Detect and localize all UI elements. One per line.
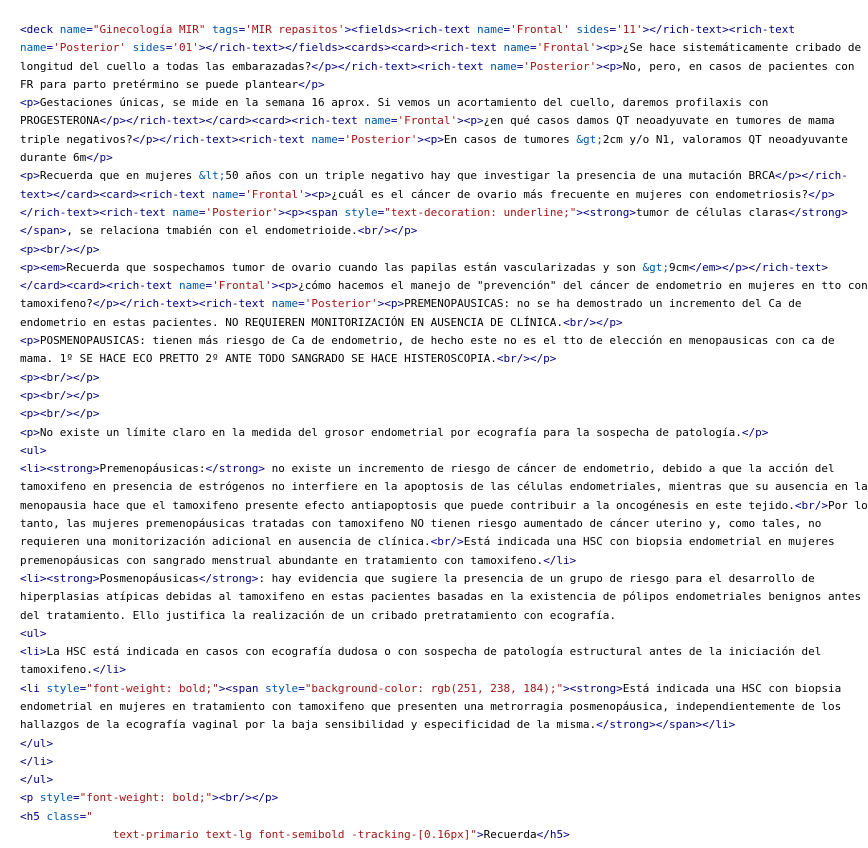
attribute-name: name [477, 23, 504, 36]
attribute-name: name [172, 205, 199, 219]
markup-token: ><p> [377, 297, 405, 311]
markup-token: ><strong> [576, 205, 636, 219]
code-line [20, 21, 848, 39]
attribute-value: "font-weight: bold;" [86, 681, 219, 695]
markup-token: = [165, 41, 173, 55]
markup-token: </p></rich-text><rich-text [311, 59, 491, 73]
code-line [20, 661, 848, 679]
text-content: del tratamiento. Ello justifica la realización de un cribado pretratamiento con ecografía. [20, 608, 617, 622]
text-content: tamoxifeno en presencia de estrógenos no interfiere en la apoptosis de las células endometriales, mientras que su ausencia en la [20, 480, 868, 494]
attribute-name: name [364, 114, 391, 128]
text-content: Recuerda [483, 828, 537, 842]
attribute-name: name [178, 279, 206, 293]
markup-token: <p><em> [20, 260, 67, 274]
attribute-value: 'Frontal' [212, 279, 272, 293]
markup-token: </p></rich- [775, 169, 848, 183]
code-line [20, 76, 848, 94]
markup-token: <li [20, 681, 47, 695]
text-content: hiperplasias atípicas debidas al tamoxifeno en estas pacientes basadas en la existencia de pólipos endometriales benignos antes [20, 590, 862, 604]
text-content: Premenopáusicas: [99, 462, 206, 476]
text-content: premenopáusicas con sangrado menstrual abundante en tratamiento con tamoxifeno. [20, 553, 544, 567]
code-line [20, 277, 868, 295]
text-content: no existe un incremento de riesgo de cáncer de endometrio, debido a que la acción del [265, 462, 835, 476]
code-line [20, 515, 848, 533]
text-content: POSMENOPAUSICAS: tienen más riesgo de Ca de endometrio, de hecho este no es el tto de elección en menopausicas con ca de [39, 334, 835, 348]
markup-token: ></rich-text><rich-text [642, 23, 795, 36]
attribute-name: sides [132, 41, 166, 55]
markup-token: <p> [20, 96, 40, 110]
attribute-value: 'MIR repasitos' [245, 23, 345, 36]
markup-token: </rich-text><rich-text [20, 205, 173, 219]
text-content: ¿cómo hacemos el manejo de "prevención" del cáncer de endometrio en mujeres en tto con [298, 279, 868, 293]
code-line [20, 131, 848, 149]
attribute-value: 'Frontal' [510, 23, 570, 36]
text-content: Por lo [827, 498, 868, 512]
markup-token: <br/></p> [563, 315, 623, 329]
code-line [20, 424, 848, 442]
markup-token: ><p><span [278, 205, 345, 219]
markup-token: <li><strong> [20, 571, 100, 585]
code-line [20, 167, 848, 185]
code-line [20, 295, 848, 313]
markup-token: <br/></p> [357, 224, 418, 238]
text-content: Está indicada una HSC con biopsia [622, 681, 842, 695]
attribute-value: 'Posterior' [53, 41, 126, 55]
attribute-name: class [46, 809, 80, 823]
attribute-value: "background-color: rgb(251, 238, 184);" [304, 681, 564, 695]
text-content: mama. 1º SE HACE ECO PRETTO 2º ANTE TODO SANGRADO SE HACE HISTEROSCOPIA. [20, 352, 497, 366]
attribute-name: name [311, 132, 338, 146]
attribute-value: " [86, 809, 93, 823]
markup-token: </li> [543, 553, 577, 567]
markup-token: = [46, 41, 54, 55]
text-content: ¿en qué casos damos QT neoadyuvate en tumores de mama [483, 114, 835, 128]
text-content: ¿cuál es el cáncer de ovario más frecuente en mujeres con endometriosis? [331, 187, 809, 201]
code-line [20, 405, 848, 423]
code-line [20, 186, 848, 204]
markup-token: </p> [298, 77, 325, 91]
code-line [20, 552, 848, 570]
code-line [20, 222, 848, 240]
code-line [20, 643, 848, 661]
text-content: requieren una monitorización adicional en ausencia de clínica. [20, 535, 431, 549]
markup-token: <li> [20, 645, 47, 659]
code-line [20, 497, 868, 515]
attribute-name: name [490, 59, 517, 73]
text-content: 50 años con un triple negativo hay que investigar la presencia de una mutación BRCA [225, 169, 776, 183]
text-content: PREMENOPAUSICAS: no se ha demostrado un incremento del Ca de [404, 297, 802, 311]
text-content: 2cm y/o N1, valoramos QT neoadyuvante [602, 132, 848, 146]
attribute-value: text-primario text-lg font-semibold -tracking-[0.16px]" [20, 828, 477, 842]
markup-token: = [198, 205, 206, 219]
markup-token: <p><br/></p> [20, 407, 100, 421]
markup-token: = [516, 59, 524, 73]
markup-token: ></rich-text></fields><cards><card><rich-text [198, 41, 504, 55]
markup-token: <p> [20, 425, 40, 439]
markup-token: <br/> [794, 498, 828, 512]
text-content: Está indicada una HSC con biopsia endometrial en mujeres [463, 535, 835, 549]
markup-token: = [377, 205, 385, 219]
text-content: PROGESTERONA [20, 114, 100, 128]
text-content: triple negativos? [20, 132, 133, 146]
attribute-value: 'Posterior' [344, 132, 418, 146]
markup-token: </span> [20, 224, 67, 238]
code-line [20, 332, 848, 350]
markup-token: ><br/></p> [212, 791, 279, 805]
text-content: : hay evidencia que sugiere la presencia de un grupo de riesgo para el desarrollo de [258, 571, 815, 585]
text-content: Gestaciones únicas, se mide en la semana 16 aprox. Si vemos un acortamiento del cuello, daremos profilaxis con [39, 96, 769, 110]
code-line [20, 94, 848, 112]
code-line [20, 39, 862, 57]
markup-token: = [79, 681, 87, 695]
text-content: tamoxifeno? [20, 297, 93, 311]
code-line [20, 753, 848, 771]
text-content: tanto, las mujeres premenopáusicas tratadas con tamoxifeno NO tienen riesgo aumentado de cáncer uterino y, como tales, no [20, 517, 822, 531]
markup-token: ><p> [417, 132, 444, 146]
attribute-name: sides [576, 23, 610, 36]
markup-token: <br/> [430, 535, 464, 549]
markup-token: ><p> [304, 187, 332, 201]
markup-token: ><fields><rich-text [344, 23, 478, 36]
code-line [20, 789, 848, 807]
xml-code-block [20, 21, 868, 844]
markup-token: <br/></p> [496, 352, 557, 366]
markup-token: <p><br/></p> [20, 370, 100, 384]
code-line [20, 735, 848, 753]
markup-token: = [73, 791, 80, 805]
markup-token: ><p> [457, 114, 484, 128]
markup-token: = [238, 187, 246, 201]
markup-token: <ul> [20, 443, 47, 457]
code-line [20, 771, 848, 789]
text-content: longitud del cuello a todas las embarazadas? [20, 59, 312, 73]
text-content: tumor de células claras [635, 205, 789, 219]
text-content: endometrial en mujeres en tratamiento con tamoxifeno que presenten una metrorragia posmenopáusica, independientemente de los [20, 699, 842, 713]
code-line [20, 350, 848, 368]
text-content: tamoxifeno. [20, 663, 93, 677]
attribute-name: style [344, 205, 378, 219]
attribute-value: 'Frontal' [536, 41, 597, 55]
markup-token: </li> [20, 754, 54, 768]
markup-token: </strong> [198, 571, 259, 585]
attribute-value: 'Posterior' [304, 297, 378, 311]
code-line [20, 460, 848, 478]
markup-token: </card><card><rich-text [20, 279, 179, 293]
markup-token: </ul> [20, 736, 54, 750]
markup-token: </p></rich-text><rich-text [92, 297, 272, 311]
markup-token: = [503, 23, 511, 36]
markup-token: <p> [20, 169, 40, 183]
attribute-name: style [265, 681, 299, 695]
attribute-name: name [271, 297, 299, 311]
code-line [20, 716, 848, 734]
code-line [20, 112, 848, 130]
markup-token: ><span [218, 681, 266, 695]
markup-token: > [476, 828, 484, 842]
attribute-value: 'Posterior' [523, 59, 597, 73]
code-line [20, 442, 848, 460]
markup-token: </p> [808, 187, 835, 201]
markup-token: <li><strong> [20, 462, 100, 476]
text-content: hallazgos de la ecografía vaginal por la baja sensibilidad y especificidad de la misma. [20, 718, 597, 732]
code-line [20, 808, 848, 826]
text-content: ¿Se hace sistemáticamente cribado de [622, 41, 862, 55]
text-content: No existe un límite claro en la medida del grosor endometrial por ecografía para la sospecha de patología. [39, 425, 742, 439]
text-content: 9cm [669, 260, 689, 274]
attribute-value: 'Frontal' [245, 187, 305, 201]
markup-token: </p></rich-text><rich-text [132, 132, 312, 146]
markup-token: </strong> [788, 205, 848, 219]
code-line [20, 533, 848, 551]
markup-token: ><p> [271, 279, 299, 293]
attribute-value: "font-weight: bold;" [79, 791, 213, 805]
text-content: , se relaciona tmabién con el endometrioide. [66, 224, 358, 238]
attribute-name: tags [212, 23, 239, 36]
markup-token: ><strong> [563, 681, 623, 695]
code-line [20, 826, 848, 844]
markup-token: = [298, 681, 305, 695]
markup-token: <p [20, 791, 40, 805]
code-line [20, 698, 848, 716]
code-line [20, 588, 862, 606]
attribute-name: name [503, 41, 530, 55]
markup-token: = [530, 41, 537, 55]
markup-token: = [337, 132, 345, 146]
markup-token: </em></p></rich-text> [688, 260, 828, 274]
markup-token: <ul> [20, 626, 47, 640]
markup-token: = [238, 23, 246, 36]
attribute-name: name [59, 23, 87, 36]
markup-token: </h5> [536, 828, 570, 842]
markup-token: <h5 [20, 809, 47, 823]
attribute-value: '11' [616, 23, 643, 36]
attribute-value: 'Posterior' [205, 205, 279, 219]
code-line [20, 607, 848, 625]
markup-token: </p></rich-text></card><card><rich-text [99, 114, 365, 128]
html-entity: &lt; [198, 169, 226, 183]
code-line [20, 387, 848, 405]
text-content: Recuerda que sospechamos tumor de ovario cuando las papilas están vascularizadas y son [66, 260, 643, 274]
code-line [20, 58, 855, 76]
markup-token: = [79, 809, 87, 823]
markup-token: <deck [20, 23, 60, 36]
markup-token: <p> [20, 334, 40, 348]
code-line [20, 204, 848, 222]
text-content: No, pero, en casos de pacientes con [622, 59, 855, 73]
text-content: endometrio en estas pacientes. NO REQUIEREN MONITORIZACIÓN EN AUSENCIA DE CLÍNICA. [20, 315, 564, 329]
code-line [20, 241, 848, 259]
markup-token: <p><br/></p> [20, 388, 100, 402]
markup-token: = [86, 23, 93, 36]
code-line [20, 625, 848, 643]
attribute-value: 'Frontal' [397, 114, 458, 128]
markup-token: = [390, 114, 398, 128]
markup-token: ><p> [596, 59, 623, 73]
text-content: durante 6m [20, 151, 87, 165]
markup-token: </p> [741, 425, 769, 439]
code-line [20, 259, 848, 277]
attribute-value: '01' [172, 41, 199, 55]
html-entity: &gt; [642, 260, 670, 274]
attribute-name: name [20, 41, 47, 55]
markup-token: </strong> [205, 462, 266, 476]
code-line [20, 680, 848, 698]
text-content: menopausia hace que el tamoxifeno presente efecto antiapoptosis que puede contribuir a la oncogénesis en este tejido. [20, 498, 795, 512]
markup-token: </li> [92, 663, 126, 677]
markup-token [126, 41, 133, 54]
markup-token: <p><br/></p> [20, 242, 100, 256]
attribute-value: "text-decoration: underline;" [384, 205, 577, 219]
markup-token: </strong></span></li> [596, 718, 736, 732]
attribute-name: style [46, 681, 80, 695]
attribute-value: "Ginecología MIR" [92, 23, 206, 36]
text-content: FR para parto pretérmino se puede plantear [20, 77, 299, 91]
text-content: Recuerda que en mujeres [39, 169, 199, 183]
text-content: Posmenopáusicas [99, 571, 199, 585]
markup-token: </ul> [20, 773, 54, 787]
markup-token: = [205, 279, 213, 293]
attribute-name: style [39, 791, 73, 805]
code-line [20, 314, 848, 332]
markup-token: ><p> [596, 41, 623, 55]
text-content: En casos de tumores [443, 132, 577, 146]
markup-token: text></card><card><rich-text [20, 187, 213, 201]
text-content: La HSC está indicada en casos con ecografía dudosa o con sospecha de patología estructural antes de la iniciación del [46, 645, 822, 659]
markup-token: </p> [86, 151, 113, 165]
attribute-name: name [212, 187, 239, 201]
code-line [20, 478, 868, 496]
code-line [20, 369, 848, 387]
code-line [20, 570, 848, 588]
html-entity: &gt; [576, 132, 603, 146]
code-line [20, 149, 848, 167]
markup-token: = [298, 297, 305, 311]
markup-token: = [609, 23, 617, 36]
